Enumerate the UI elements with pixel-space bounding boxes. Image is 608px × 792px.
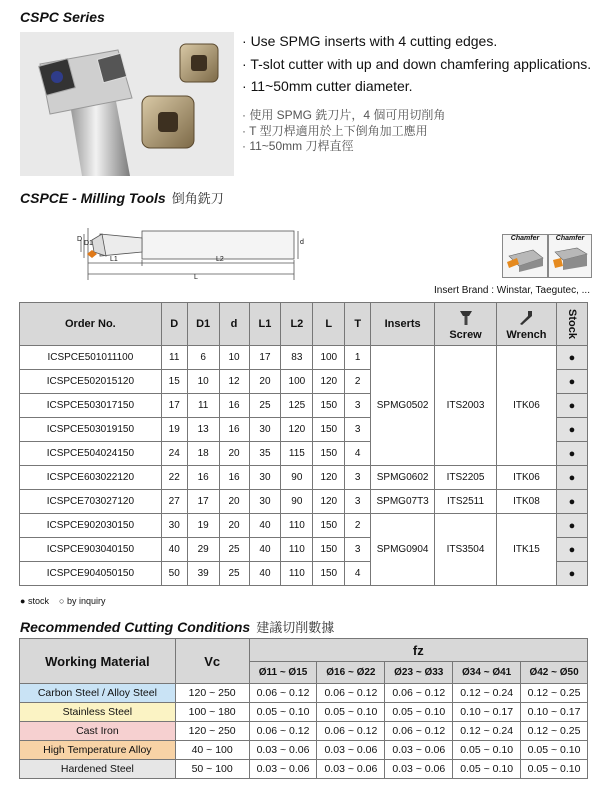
dim-small-d-label: d	[300, 239, 304, 246]
order-no: ICSPCE603022120	[20, 466, 162, 490]
dim-l-label: L	[194, 274, 198, 281]
table-row	[20, 684, 588, 703]
cell-l: 150	[313, 442, 345, 466]
wrench-cell: ITK08	[496, 490, 556, 514]
cell-t: 3	[345, 418, 371, 442]
material-cell: Cast Iron	[20, 722, 176, 741]
cell-l2: 100	[281, 370, 313, 394]
section-subtitle-cutting: 建議切削數據	[256, 620, 335, 635]
chamfer-icon-up	[502, 234, 548, 278]
cell-l2: 125	[281, 394, 313, 418]
col-screw	[435, 303, 497, 346]
chamfer-label-1: Chamfer	[510, 235, 540, 242]
col-t: T	[345, 303, 371, 346]
cell-l: 150	[313, 538, 345, 562]
material-cell: High Temperature Alloy	[20, 741, 176, 760]
tools-table	[19, 302, 588, 586]
fz-cell: 0.05 ~ 0.10	[249, 703, 317, 722]
cell-t: 3	[345, 490, 371, 514]
cell-d: 15	[161, 370, 187, 394]
cell-d1: 39	[187, 562, 219, 586]
cell-t: 3	[345, 466, 371, 490]
order-no: ICSPCE902030150	[20, 514, 162, 538]
cell-l2: 90	[281, 466, 313, 490]
col-vc: Vc	[175, 639, 249, 684]
feature-en-2: · T-slot cutter with up and down chamfering applications.	[242, 53, 591, 76]
feature-en-3: · 11~50mm cutter diameter.	[242, 75, 591, 98]
cell-l1: 35	[249, 442, 281, 466]
screw-cell: ITS2205	[435, 466, 497, 490]
wrench-cell: ITK06	[496, 466, 556, 490]
diam-range-5: Ø42 ~ Ø50	[521, 662, 588, 684]
stock-dot: ●	[556, 562, 587, 586]
stock-dot: ●	[556, 538, 587, 562]
legend-inquiry: by inquiry	[66, 596, 106, 606]
feature-zh-3: · 11~50mm 刀桿直徑	[242, 139, 445, 155]
col-screw-label: Screw	[449, 328, 482, 341]
table-row	[20, 741, 588, 760]
fz-cell: 0.05 ~ 0.10	[521, 741, 588, 760]
cell-l: 150	[313, 418, 345, 442]
cell-t: 3	[345, 394, 371, 418]
order-no: ICSPCE504024150	[20, 442, 162, 466]
fz-cell: 0.03 ~ 0.06	[317, 741, 385, 760]
fz-cell: 0.05 ~ 0.10	[453, 760, 521, 779]
order-no: ICSPCE703027120	[20, 490, 162, 514]
cell-l1: 30	[249, 466, 281, 490]
cell-d: 11	[161, 346, 187, 370]
cell-small-d: 10	[219, 346, 249, 370]
order-no: ICSPCE502015120	[20, 370, 162, 394]
insert-cell: SPMG07T3	[371, 490, 435, 514]
dim-l2-label: L2	[216, 256, 224, 263]
series-title: CSPC Series	[20, 9, 105, 25]
stock-dot: ●	[556, 346, 587, 370]
col-l2: L2	[281, 303, 313, 346]
insert-cell: SPMG0904	[371, 514, 435, 586]
cell-d: 24	[161, 442, 187, 466]
cell-small-d: 20	[219, 514, 249, 538]
fz-cell: 0.06 ~ 0.12	[385, 684, 453, 703]
cell-d: 50	[161, 562, 187, 586]
col-wrench-label: Wrench	[506, 328, 547, 341]
stock-filled-icon: ●	[20, 596, 26, 606]
table-row	[20, 490, 588, 514]
cell-d: 27	[161, 490, 187, 514]
cell-d: 30	[161, 514, 187, 538]
cell-d1: 29	[187, 538, 219, 562]
diam-range-3: Ø23 ~ Ø33	[385, 662, 453, 684]
section-title-cutting	[20, 617, 334, 636]
diam-range-4: Ø34 ~ Ø41	[453, 662, 521, 684]
stock-dot: ●	[556, 394, 587, 418]
feature-en-1: · Use SPMG inserts with 4 cutting edges.	[242, 30, 591, 53]
stock-dot: ●	[556, 442, 587, 466]
table-row	[20, 760, 588, 779]
cell-small-d: 25	[219, 538, 249, 562]
screw-icon	[456, 308, 476, 326]
cell-d1: 19	[187, 514, 219, 538]
screw-cell: ITS3504	[435, 514, 497, 586]
fz-cell: 0.05 ~ 0.10	[453, 741, 521, 760]
fz-cell: 0.03 ~ 0.06	[385, 760, 453, 779]
col-l1: L1	[249, 303, 281, 346]
col-l: L	[313, 303, 345, 346]
order-no: ICSPCE904050150	[20, 562, 162, 586]
order-no: ICSPCE501011100	[20, 346, 162, 370]
cell-d1: 6	[187, 346, 219, 370]
cell-d1: 18	[187, 442, 219, 466]
fz-cell: 0.06 ~ 0.12	[249, 684, 317, 703]
fz-cell: 0.03 ~ 0.06	[317, 760, 385, 779]
cell-l1: 40	[249, 514, 281, 538]
fz-cell: 0.10 ~ 0.17	[521, 703, 588, 722]
insert-cell: SPMG0502	[371, 346, 435, 466]
cell-d1: 11	[187, 394, 219, 418]
cell-l2: 110	[281, 562, 313, 586]
fz-cell: 0.05 ~ 0.10	[385, 703, 453, 722]
fz-cell: 0.05 ~ 0.10	[317, 703, 385, 722]
table-row	[20, 722, 588, 741]
dim-d1-label: D1	[84, 240, 93, 247]
cell-l: 100	[313, 346, 345, 370]
tools-table-body	[20, 346, 588, 586]
screw-cell: ITS2511	[435, 490, 497, 514]
col-stock	[556, 303, 587, 346]
cell-d: 19	[161, 418, 187, 442]
cell-d1: 17	[187, 490, 219, 514]
stock-legend	[20, 596, 105, 606]
fz-cell: 0.05 ~ 0.10	[521, 760, 588, 779]
cell-d: 17	[161, 394, 187, 418]
wrench-icon	[516, 308, 536, 326]
vc-cell: 120 ~ 250	[175, 722, 249, 741]
diam-range-1: Ø11 ~ Ø15	[249, 662, 317, 684]
cell-t: 1	[345, 346, 371, 370]
fz-cell: 0.12 ~ 0.24	[453, 684, 521, 703]
chamfer-label-2: Chamfer	[555, 235, 585, 242]
cell-l2: 83	[281, 346, 313, 370]
section-title-cutting-text: Recommended Cutting Conditions	[20, 619, 251, 635]
col-small-d: d	[219, 303, 249, 346]
material-cell: Hardened Steel	[20, 760, 176, 779]
fz-cell: 0.12 ~ 0.24	[453, 722, 521, 741]
cell-l2: 110	[281, 514, 313, 538]
cell-small-d: 16	[219, 394, 249, 418]
cell-t: 4	[345, 442, 371, 466]
stock-empty-icon: ○	[58, 596, 65, 606]
wrench-cell: ITK06	[496, 346, 556, 466]
cell-small-d: 12	[219, 370, 249, 394]
col-inserts: Inserts	[371, 303, 435, 346]
stock-dot: ●	[556, 466, 587, 490]
cell-l: 150	[313, 562, 345, 586]
cell-small-d: 16	[219, 466, 249, 490]
col-d1: D1	[187, 303, 219, 346]
stock-dot: ●	[556, 370, 587, 394]
insert-cell: SPMG0602	[371, 466, 435, 490]
section-title-milling	[20, 188, 224, 207]
features-zh	[242, 108, 445, 155]
material-cell: Carbon Steel / Alloy Steel	[20, 684, 176, 703]
cell-l1: 25	[249, 394, 281, 418]
cell-l: 150	[313, 514, 345, 538]
fz-cell: 0.12 ~ 0.25	[521, 722, 588, 741]
col-d: D	[161, 303, 187, 346]
cell-l2: 90	[281, 490, 313, 514]
fz-cell: 0.03 ~ 0.06	[249, 741, 317, 760]
stock-dot: ●	[556, 418, 587, 442]
fz-cell: 0.06 ~ 0.12	[385, 722, 453, 741]
cell-l2: 115	[281, 442, 313, 466]
cell-l2: 120	[281, 418, 313, 442]
fz-cell: 0.06 ~ 0.12	[317, 684, 385, 703]
vc-cell: 120 ~ 250	[175, 684, 249, 703]
table-row	[20, 703, 588, 722]
cell-t: 2	[345, 514, 371, 538]
cell-l: 120	[313, 490, 345, 514]
cell-small-d: 20	[219, 442, 249, 466]
cutting-conditions-table	[19, 638, 588, 779]
cell-d1: 10	[187, 370, 219, 394]
table-row	[20, 346, 588, 370]
insert-brand-note: Insert Brand : Winstar, Taegutec, ...	[433, 285, 590, 296]
product-image	[20, 32, 234, 176]
screw-cell: ITS2003	[435, 346, 497, 466]
cell-l: 150	[313, 394, 345, 418]
fz-cell: 0.03 ~ 0.06	[249, 760, 317, 779]
cell-l2: 110	[281, 538, 313, 562]
col-wrench	[496, 303, 556, 346]
stock-dot: ●	[556, 514, 587, 538]
dim-l1-label: L1	[110, 256, 118, 263]
cell-t: 3	[345, 538, 371, 562]
table-row	[20, 466, 588, 490]
fz-cell: 0.12 ~ 0.25	[521, 684, 588, 703]
section-title-milling-text: CSPCE - Milling Tools	[20, 190, 166, 206]
cell-l1: 30	[249, 490, 281, 514]
order-no: ICSPCE503019150	[20, 418, 162, 442]
col-stock-label: Stock	[565, 309, 578, 339]
col-working-material: Working Material	[20, 639, 176, 684]
cell-t: 4	[345, 562, 371, 586]
vc-cell: 50 ~ 100	[175, 760, 249, 779]
fz-cell: 0.06 ~ 0.12	[249, 722, 317, 741]
cell-small-d: 16	[219, 418, 249, 442]
cell-l1: 40	[249, 562, 281, 586]
fz-cell: 0.10 ~ 0.17	[453, 703, 521, 722]
cell-d: 22	[161, 466, 187, 490]
order-no: ICSPCE503017150	[20, 394, 162, 418]
legend-stock: stock	[27, 596, 49, 606]
cell-d: 40	[161, 538, 187, 562]
diam-range-2: Ø16 ~ Ø22	[317, 662, 385, 684]
feature-zh-2: · T 型刀桿適用於上下倒角加工應用	[242, 124, 445, 140]
col-fz: fz	[249, 639, 587, 662]
fz-cell: 0.06 ~ 0.12	[317, 722, 385, 741]
section-subtitle-milling: 倒角銑刀	[171, 191, 224, 206]
cell-l: 120	[313, 466, 345, 490]
cell-l: 120	[313, 370, 345, 394]
cell-l1: 20	[249, 370, 281, 394]
col-order-no: Order No.	[20, 303, 162, 346]
order-no: ICSPCE903040150	[20, 538, 162, 562]
vc-cell: 100 ~ 180	[175, 703, 249, 722]
wrench-cell: ITK15	[496, 514, 556, 586]
feature-zh-1: · 使用 SPMG 銑刀片，4 個可用切削角	[242, 108, 445, 124]
dim-d-label: D	[77, 236, 83, 243]
cell-small-d: 20	[219, 490, 249, 514]
cell-t: 2	[345, 370, 371, 394]
cell-d1: 13	[187, 418, 219, 442]
cell-small-d: 25	[219, 562, 249, 586]
stock-dot: ●	[556, 490, 587, 514]
cell-l1: 17	[249, 346, 281, 370]
features-en	[242, 30, 591, 98]
tool-drawing	[78, 222, 308, 284]
cell-l1: 30	[249, 418, 281, 442]
tools-table-header	[20, 303, 588, 346]
vc-cell: 40 ~ 100	[175, 741, 249, 760]
fz-cell: 0.03 ~ 0.06	[385, 741, 453, 760]
table-row	[20, 514, 588, 538]
cell-l1: 40	[249, 538, 281, 562]
chamfer-icon-down	[548, 234, 592, 278]
cell-d1: 16	[187, 466, 219, 490]
material-cell: Stainless Steel	[20, 703, 176, 722]
